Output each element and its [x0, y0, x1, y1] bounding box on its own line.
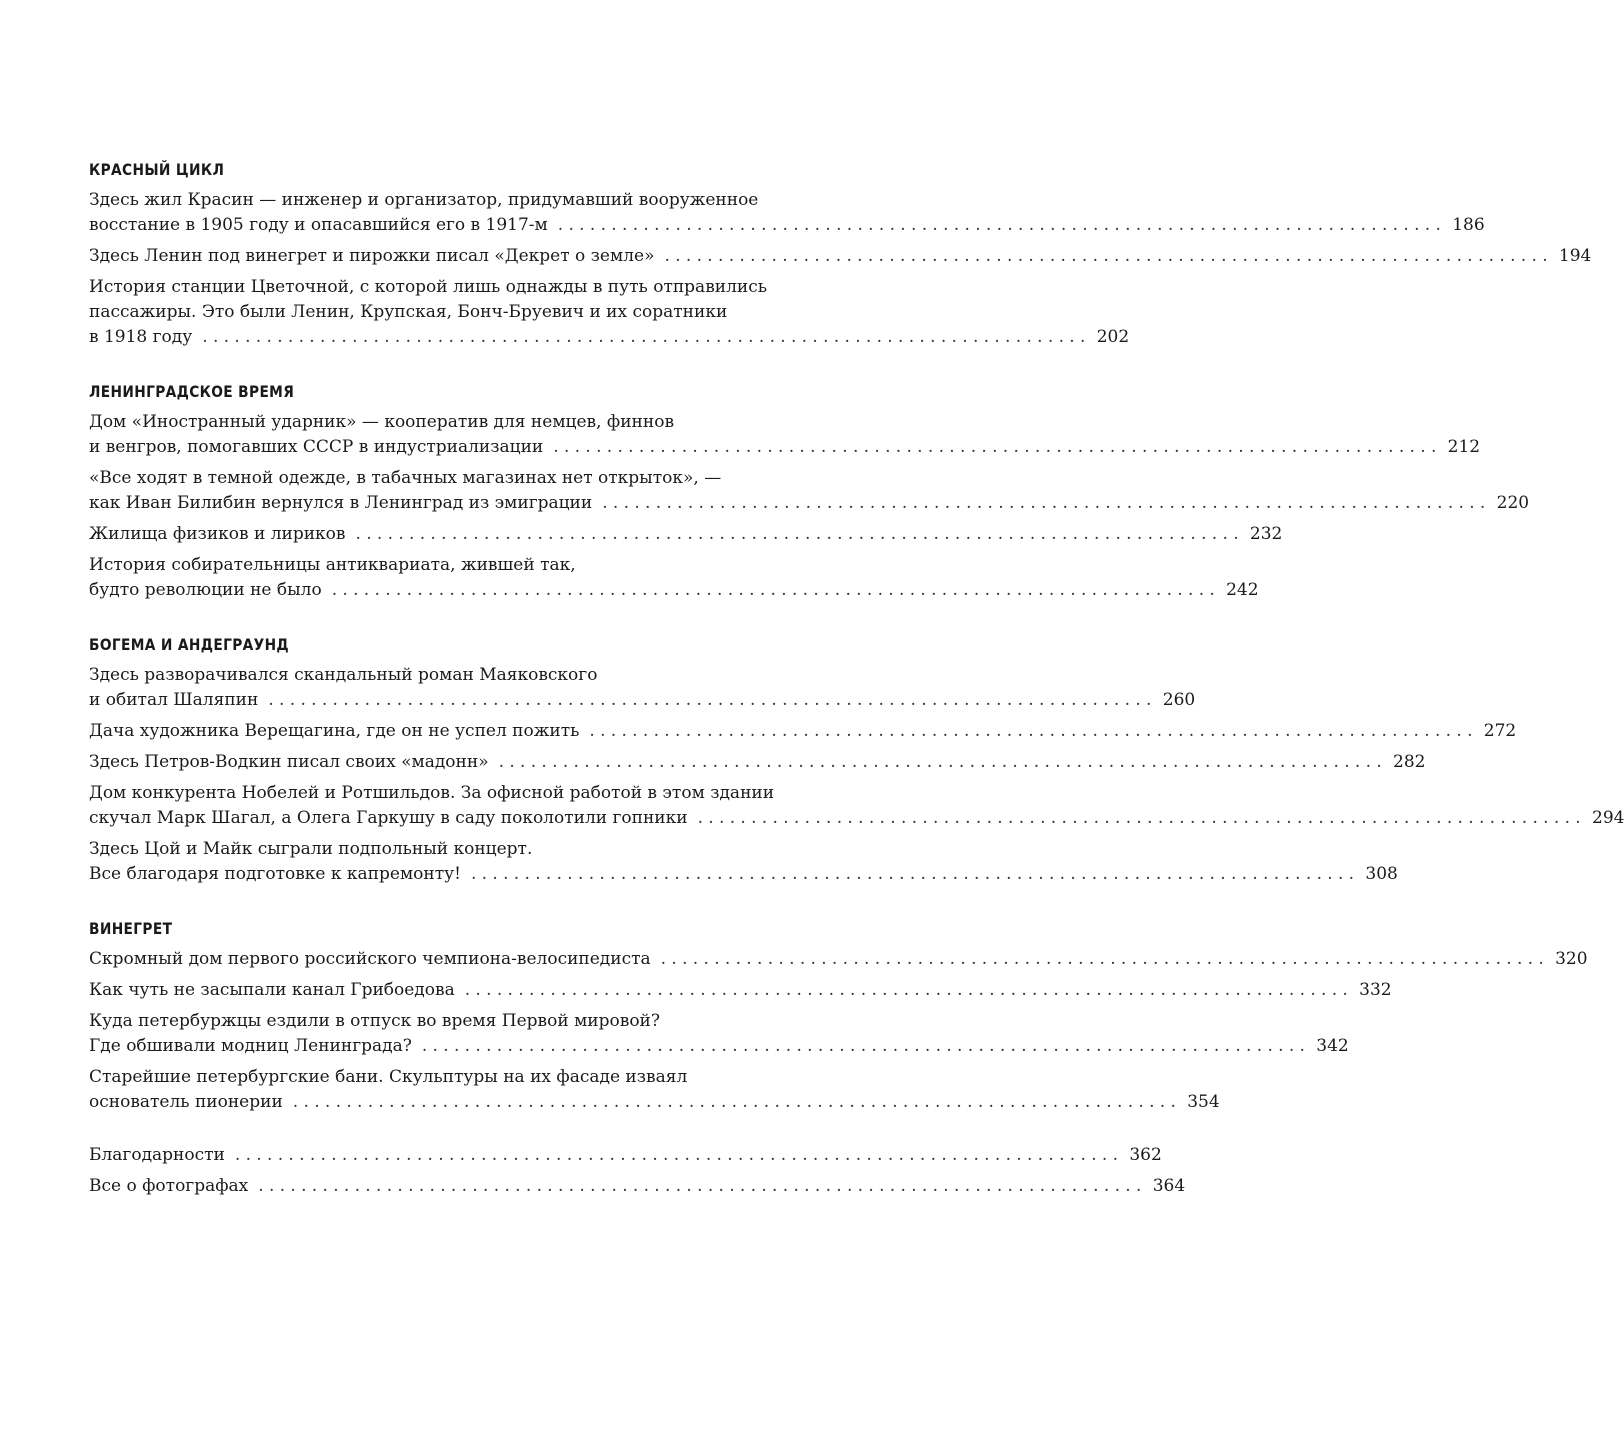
dot-leader: ...................................................................................	[355, 524, 1244, 544]
dot-leader: ...................................................................................	[331, 580, 1221, 600]
page-number: 212	[1447, 437, 1481, 457]
entry-title-line: «Все ходят в темной одежде, в табачных магазинах нет открыток», —	[89, 468, 722, 488]
dot-leader: ...................................................................................	[258, 1176, 1147, 1196]
page-number: 354	[1187, 1092, 1220, 1112]
page-number: 194	[1558, 246, 1592, 266]
dot-leader: ...................................................................................	[268, 690, 1157, 710]
dot-leader: ...................................................................................	[664, 246, 1553, 266]
table-of-contents	[89, 154, 1624, 1205]
page-number: 260	[1162, 690, 1196, 710]
page-number: 320	[1555, 949, 1588, 969]
toc-section	[89, 913, 1588, 1115]
back-matter	[89, 1143, 1186, 1199]
entry-title-line: Все благодаря подготовке к капремонту!	[89, 864, 461, 884]
toc-section	[89, 154, 1592, 350]
toc-entry[interactable]	[89, 947, 1588, 972]
toc-entry[interactable]	[89, 188, 1485, 238]
toc-entry[interactable]	[89, 1174, 1186, 1199]
toc-entry[interactable]	[89, 522, 1283, 547]
page-number: 282	[1393, 752, 1426, 772]
section-title: БОГЕМА И АНДЕГРАУНД	[89, 635, 290, 654]
page-number: 272	[1483, 721, 1517, 741]
page-number: 362	[1129, 1145, 1162, 1165]
page-number: 294	[1592, 808, 1624, 828]
dot-leader: ...................................................................................	[498, 752, 1388, 772]
entry-title-line: Здесь Цой и Майк сыграли подпольный концерт.	[89, 839, 533, 859]
page-number: 220	[1496, 493, 1530, 513]
section-title: ВИНЕГРЕТ	[89, 919, 173, 938]
entry-title-line: и венгров, помогавших СССР в индустриализации	[89, 437, 544, 457]
entry-title-line: Дача художника Верещагина, где он не успел пожить	[89, 721, 580, 741]
entry-title-line: восстание в 1905 году и опасавшийся его в 1917-м	[89, 215, 548, 235]
dot-leader: ...................................................................................	[292, 1092, 1182, 1112]
toc-section	[89, 629, 1624, 887]
toc-entry[interactable]	[89, 275, 1130, 350]
page-number: 364	[1152, 1176, 1186, 1196]
page-number: 242	[1226, 580, 1259, 600]
entry-title-line: Как чуть не засыпали канал Грибоедова	[89, 980, 455, 1000]
entry-title-line: и обитал Шаляпин	[89, 690, 259, 710]
dot-leader: ...................................................................................	[464, 980, 1354, 1000]
dot-leader: ...................................................................................	[589, 721, 1478, 741]
entry-title-line: Дом конкурента Нобелей и Ротшильдов. За офисной работой в этом здании	[89, 783, 775, 803]
entry-title-line: пассажиры. Это были Ленин, Крупская, Бонч-Бруевич и их соратники	[89, 302, 728, 322]
page-number: 332	[1359, 980, 1392, 1000]
page-number: 186	[1452, 215, 1485, 235]
entry-title-line: как Иван Билибин вернулся в Ленинград из эмиграции	[89, 493, 593, 513]
page-number: 308	[1365, 864, 1398, 884]
toc-entry[interactable]	[89, 978, 1392, 1003]
entry-title-line: Старейшие петербургские бани. Скульптуры на их фасаде изваял	[89, 1067, 688, 1087]
toc-entry[interactable]	[89, 1065, 1220, 1115]
dot-leader: ...................................................................................	[202, 327, 1091, 347]
entry-title-line: Благодарности	[89, 1145, 225, 1165]
entry-title-line: Здесь Ленин под винегрет и пирожки писал «Декрет о земле»	[89, 246, 655, 266]
dot-leader: ...................................................................................	[553, 437, 1442, 457]
toc-entry[interactable]	[89, 750, 1426, 775]
dot-leader: ...................................................................................	[557, 215, 1447, 235]
entry-title-line: Все о фотографах	[89, 1176, 249, 1196]
toc-entry[interactable]	[89, 553, 1259, 603]
entry-title-line: скучал Марк Шагал, а Олега Гаркушу в саду поколотили гопники	[89, 808, 688, 828]
toc-entry[interactable]	[89, 410, 1481, 460]
entry-title-line: Дом «Иностранный ударник» — кооператив для немцев, финнов	[89, 412, 675, 432]
entry-title-line: Здесь жил Красин — инженер и организатор, придумавший вооруженное	[89, 190, 759, 210]
toc-entry[interactable]	[89, 466, 1530, 516]
entry-title-line: Где обшивали модниц Ленинграда?	[89, 1036, 412, 1056]
entry-title-line: основатель пионерии	[89, 1092, 283, 1112]
entry-title-line: будто революции не было	[89, 580, 322, 600]
page-number: 202	[1096, 327, 1130, 347]
entry-title-line: Здесь Петров-Водкин писал своих «мадонн»	[89, 752, 489, 772]
toc-entry[interactable]	[89, 663, 1196, 713]
entry-title-line: Жилища физиков и лириков	[89, 524, 346, 544]
dot-leader: ...................................................................................	[421, 1036, 1311, 1056]
entry-title-line: История собирательницы антиквариата, жившей так,	[89, 555, 576, 575]
page-number: 342	[1316, 1036, 1349, 1056]
page-number: 232	[1249, 524, 1283, 544]
toc-entry[interactable]	[89, 244, 1592, 269]
entry-title-line: Скромный дом первого российского чемпиона-велосипедиста	[89, 949, 651, 969]
dot-leader: ...................................................................................	[602, 493, 1491, 513]
section-title: ЛЕНИНГРАДСКОЕ ВРЕМЯ	[89, 382, 295, 401]
toc-entry[interactable]	[89, 1009, 1349, 1059]
toc-entry[interactable]	[89, 781, 1624, 831]
entry-title-line: Здесь разворачивался скандальный роман Маяковского	[89, 665, 598, 685]
dot-leader: ...................................................................................	[697, 808, 1586, 828]
dot-leader: ...................................................................................	[234, 1145, 1124, 1165]
toc-entry[interactable]	[89, 719, 1517, 744]
section-title: КРАСНЫЙ ЦИКЛ	[89, 160, 225, 179]
entry-title-line: Куда петербуржцы ездили в отпуск во время Первой мировой?	[89, 1011, 660, 1031]
entry-title-line: История станции Цветочной, с которой лишь однажды в путь отправились	[89, 277, 767, 297]
toc-section	[89, 376, 1530, 603]
dot-leader: ...................................................................................	[660, 949, 1550, 969]
toc-entry[interactable]	[89, 1143, 1162, 1168]
toc-entry[interactable]	[89, 837, 1398, 887]
entry-title-line: в 1918 году	[89, 327, 193, 347]
dot-leader: ...................................................................................	[470, 864, 1360, 884]
